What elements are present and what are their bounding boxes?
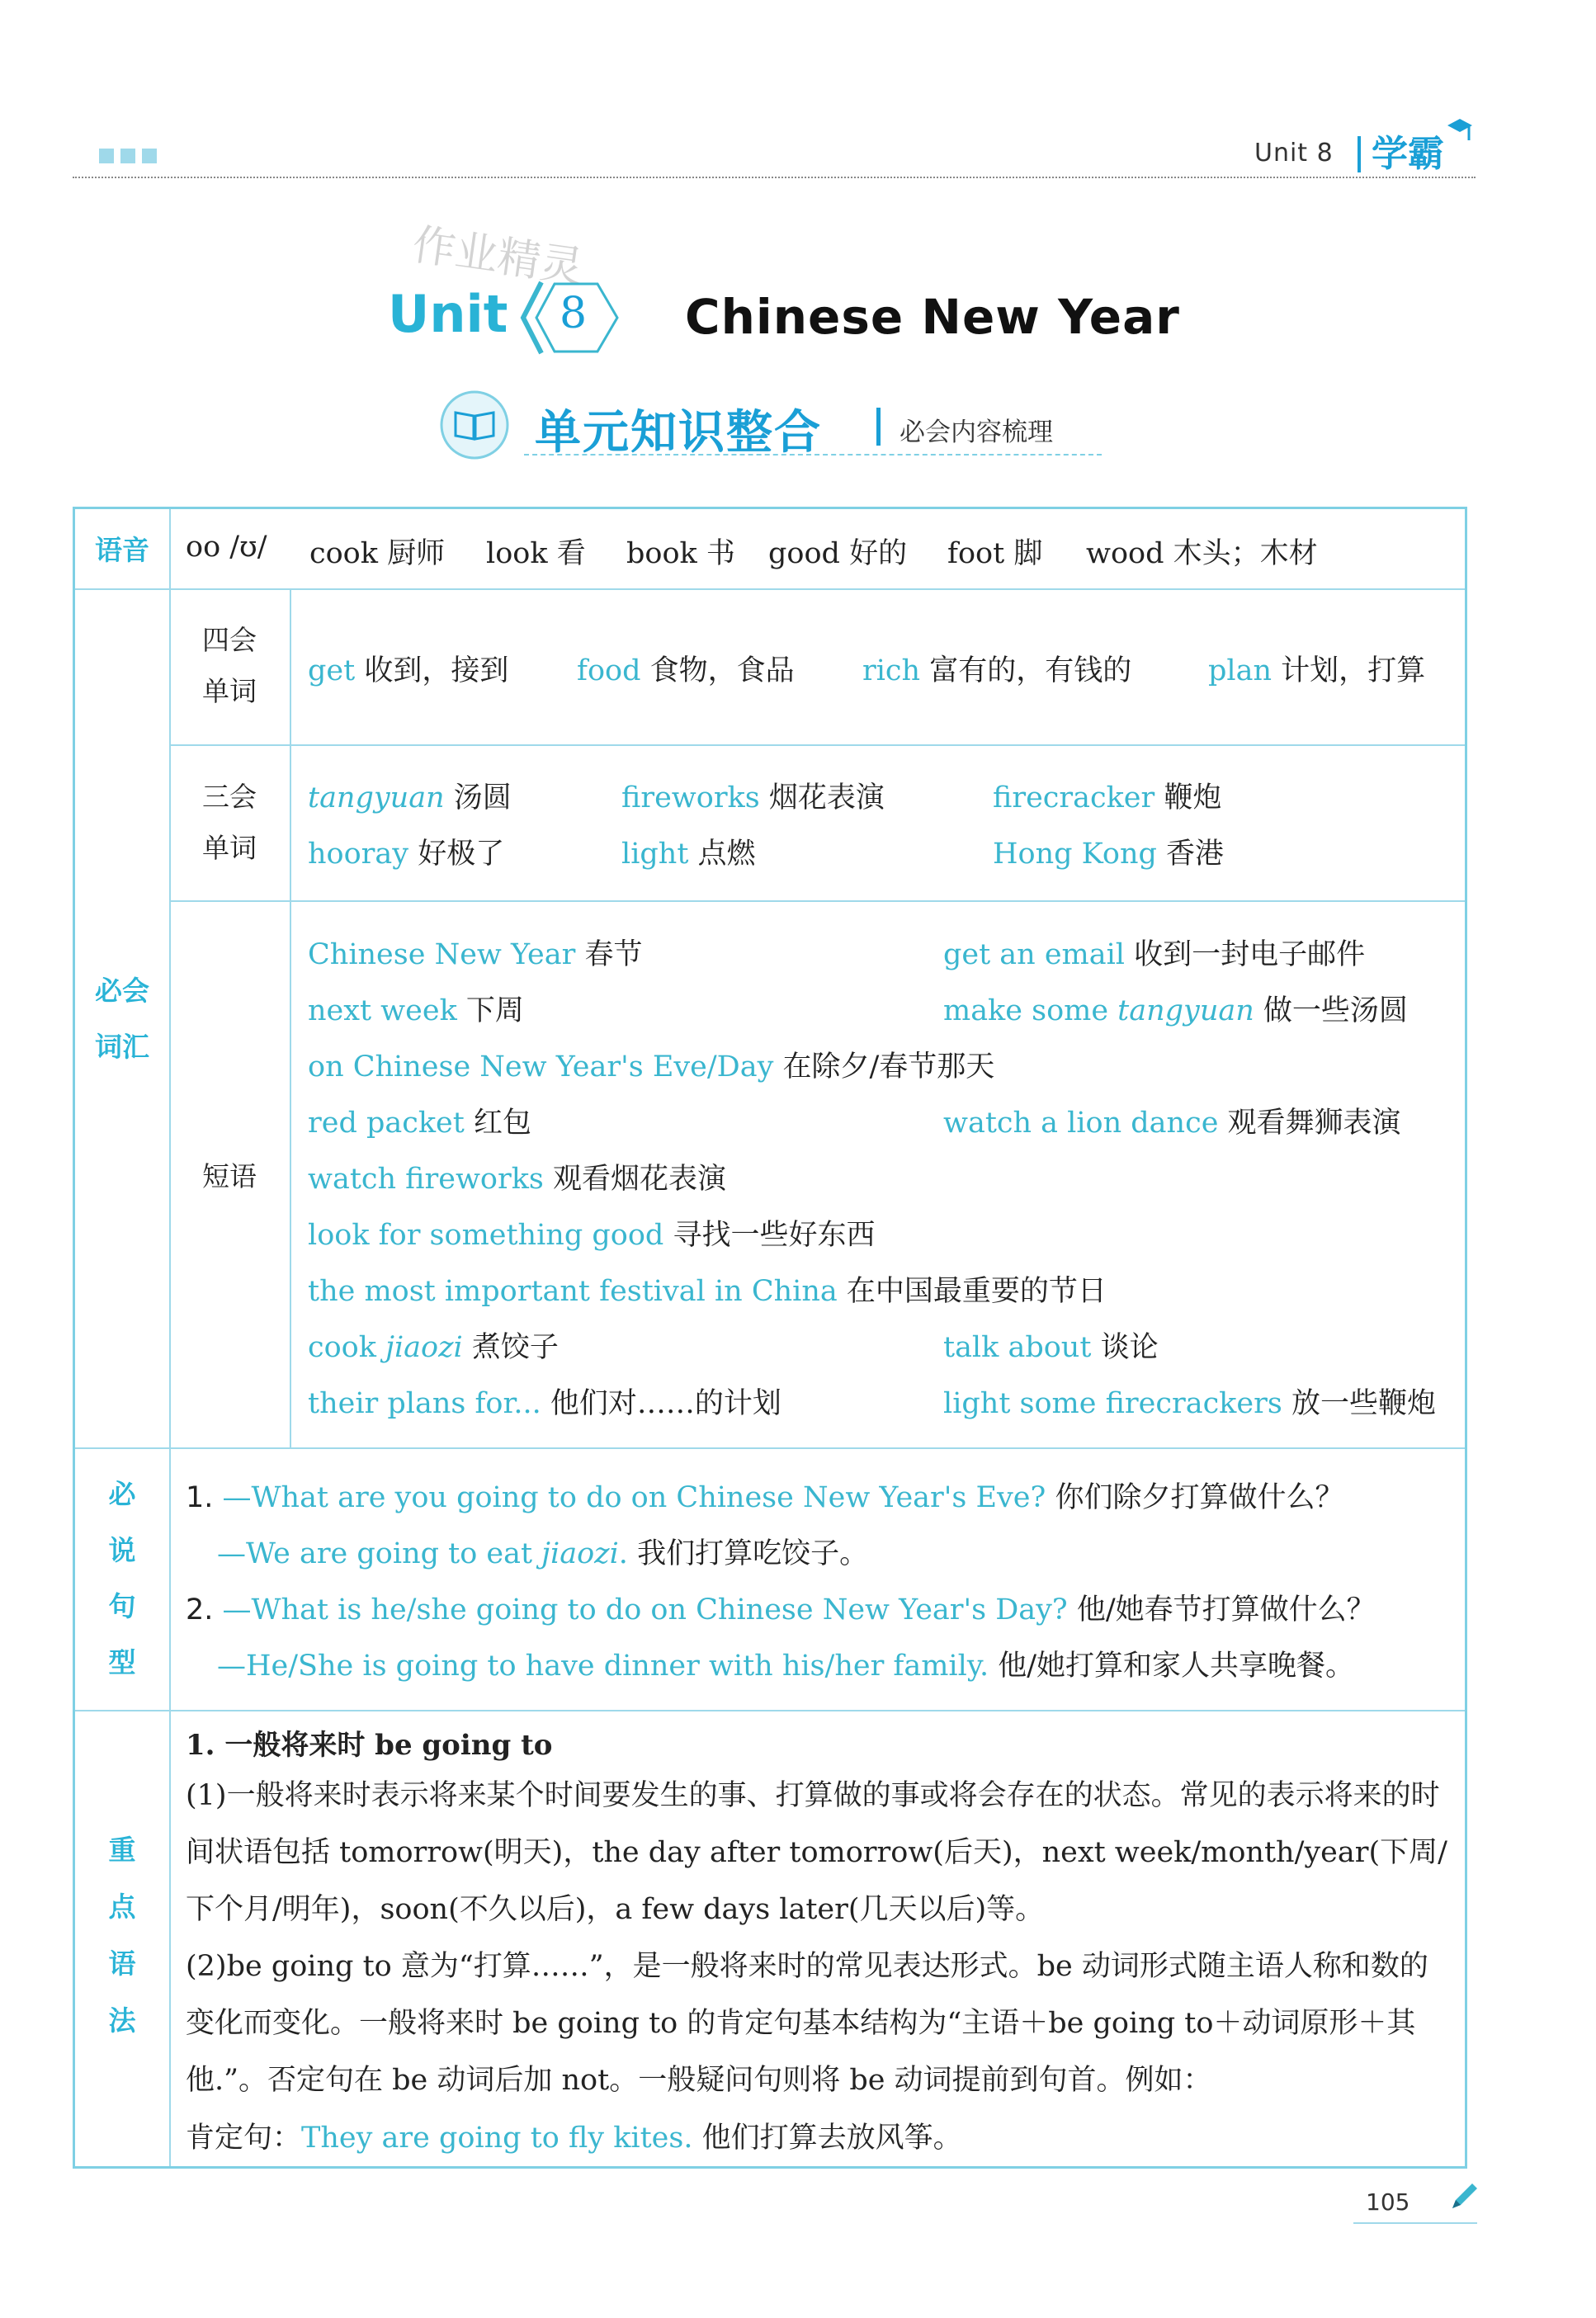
grammar-example: 肯定句：They are going to fly kites. 他们打算去放风筝。 bbox=[186, 2122, 962, 2155]
three-skill-word: firecracker 鞭炮 bbox=[993, 781, 1222, 814]
section-subtitle: 必会内容梳理 bbox=[900, 418, 1053, 447]
phrase-item: watch fireworks 观看烟花表演 bbox=[308, 1163, 727, 1196]
phrase-item: look for something good 寻找一些好东西 bbox=[308, 1219, 876, 1252]
category-vocab: 必会 词汇 bbox=[95, 975, 149, 1063]
watermark: 作业精灵 bbox=[409, 220, 587, 294]
four-skill-word: food 食物，食品 bbox=[577, 654, 795, 687]
phrase-item: get an email 收到一封电子邮件 bbox=[943, 938, 1366, 971]
phrase-item: cook jiaozi 煮饺子 bbox=[308, 1331, 559, 1364]
phonetic-word: look 看 bbox=[486, 537, 586, 570]
unit-number: 8 bbox=[560, 289, 588, 338]
unit-number-badge bbox=[518, 272, 626, 363]
unit-title: Chinese New Year bbox=[685, 289, 1180, 345]
phrase-item: the most important festival in China 在中国最重要的节日 bbox=[308, 1275, 1107, 1308]
phrase-item: on Chinese New Year's Eve/Day 在除夕/春节那天 bbox=[308, 1050, 995, 1083]
phrase-item: next week 下周 bbox=[308, 994, 524, 1027]
three-skill-word: light 点燃 bbox=[621, 838, 756, 871]
three-skill-word: fireworks 烟花表演 bbox=[621, 781, 885, 814]
brand-logo: 学霸 bbox=[1372, 133, 1444, 175]
section-title: 单元知识整合 bbox=[535, 406, 822, 460]
section-underline bbox=[524, 454, 1102, 456]
phrases-label: 短语 bbox=[202, 1160, 257, 1192]
sentence-line: 1. —What are you going to do on Chinese New Year's Eve? 你们除夕打算做什么？ bbox=[186, 1481, 1344, 1514]
phonetic-word: cook 厨师 bbox=[309, 537, 446, 570]
three-skill-word: tangyuan 汤圆 bbox=[308, 781, 512, 814]
category-grammar: 重 点 语 法 bbox=[108, 1834, 136, 2037]
knowledge-table bbox=[73, 507, 1467, 2169]
phrase-item: talk about 谈论 bbox=[943, 1331, 1159, 1364]
page-number: 105 bbox=[1366, 2188, 1410, 2216]
three-skill-word: Hong Kong 香港 bbox=[993, 838, 1225, 871]
unit-word: Unit bbox=[388, 284, 508, 344]
phonetic-word: book 书 bbox=[626, 537, 735, 570]
header-unit-label: Unit 8 bbox=[1254, 139, 1334, 168]
graduation-cap-icon bbox=[1446, 116, 1474, 144]
phrase-item: light some firecrackers 放一些鞭炮 bbox=[943, 1387, 1436, 1420]
phonetic-word: wood 木头；木材 bbox=[1086, 537, 1318, 570]
four-skill-word: get 收到，接到 bbox=[308, 654, 509, 687]
sentence-line: 2. —What is he/she going to do on Chinese New Year's Day? 他/她春节打算做什么？ bbox=[186, 1593, 1376, 1626]
phonetic-word: foot 脚 bbox=[947, 537, 1043, 570]
four-skill-word: rich 富有的，有钱的 bbox=[862, 654, 1132, 687]
sentence-line: —We are going to eat jiaozi. 我们打算吃饺子。 bbox=[217, 1537, 869, 1570]
sentence-line: —He/She is going to have dinner with his/her family. 他/她打算和家人共享晚餐。 bbox=[217, 1650, 1355, 1683]
footer-rule bbox=[1353, 2222, 1477, 2224]
category-phonetics: 语音 bbox=[95, 534, 149, 566]
book-icon bbox=[437, 388, 512, 462]
phrase-item: Chinese New Year 春节 bbox=[308, 938, 643, 971]
phrase-item: red packet 红包 bbox=[308, 1107, 531, 1140]
phrase-item: make some tangyuan 做一些汤圆 bbox=[943, 994, 1408, 1027]
grammar-heading: 1. 一般将来时 be going to bbox=[186, 1729, 553, 1762]
three-skill-word: hooray 好极了 bbox=[308, 838, 505, 871]
phonetic-word: good 好的 bbox=[768, 537, 908, 570]
header-divider bbox=[1358, 136, 1361, 172]
section-divider bbox=[876, 408, 881, 446]
four-skill-word: plan 计划，打算 bbox=[1208, 654, 1426, 687]
header-rule bbox=[73, 177, 1476, 178]
grammar-paragraph: (1)一般将来时表示将来某个时间要发生的事、打算做的事或将会存在的状态。常见的表示将来的时间状语包括 tomorrow(明天)，the day after tomorrow(后天)，next week/month/year(下周/下个月/明年)，soon(不久以后)，a few days later(几天以后)等。 bbox=[186, 1779, 1447, 1926]
pencil-icon bbox=[1446, 2179, 1482, 2215]
phrase-item: their plans for... 他们对……的计划 bbox=[308, 1387, 781, 1420]
category-sentences: 必 说 句 型 bbox=[108, 1478, 136, 1678]
header-decoration bbox=[99, 149, 163, 167]
grammar-paragraph: (2)be going to 意为“打算……”，是一般将来时的常见表达形式。be 动词形式随主语人称和数的变化而变化。一般将来时 be going to 的肯定句基本结构为“主语＋be going to＋动词原形＋其他.”。否定句在 be 动词后加 not。一般疑问句则将 be 动词提前到句首。例如： bbox=[186, 1950, 1428, 2097]
three-skill-label: 三会 单词 bbox=[202, 781, 257, 864]
four-skill-label: 四会 单词 bbox=[202, 624, 257, 707]
phonetic-sound: oo /ʊ/ bbox=[186, 531, 267, 564]
phrase-item: watch a lion dance 观看舞狮表演 bbox=[943, 1107, 1401, 1140]
